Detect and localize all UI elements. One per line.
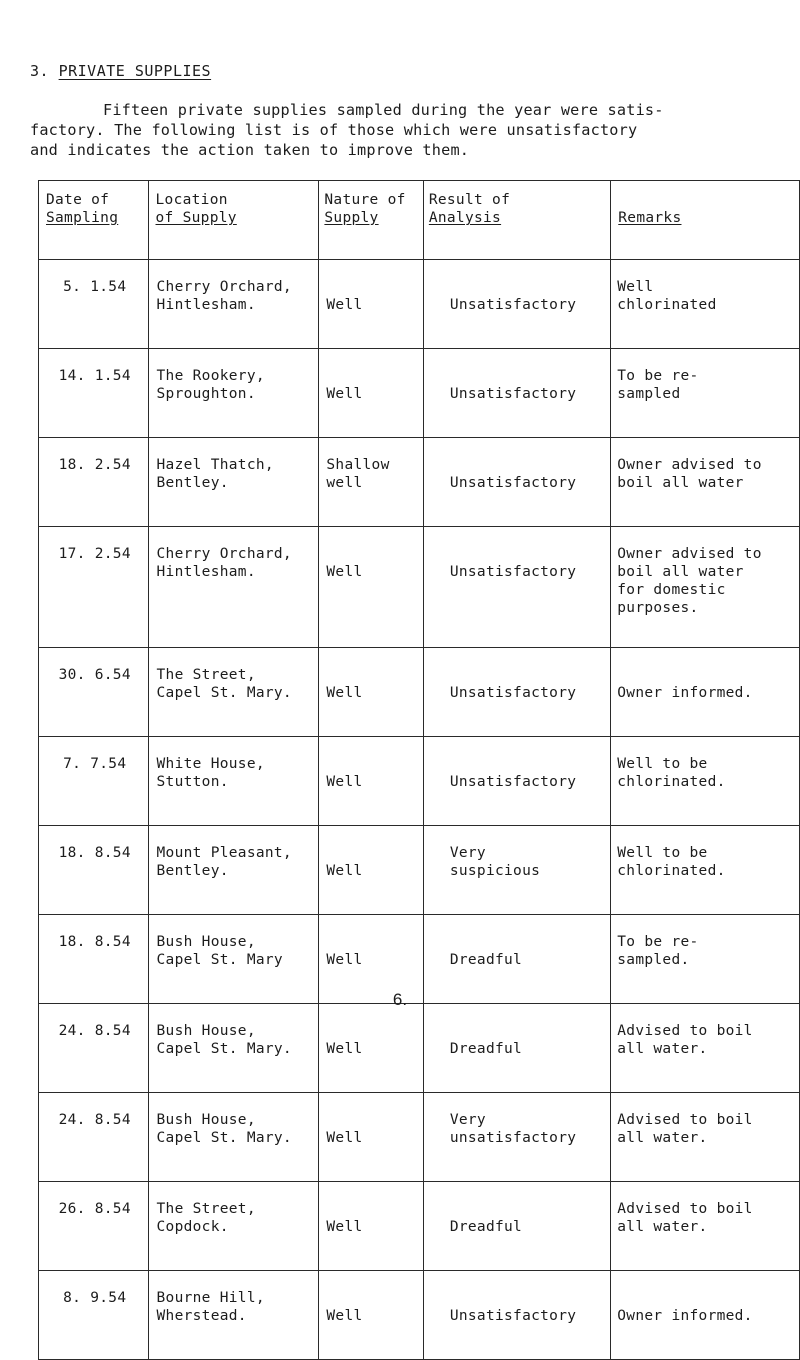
date-cell: 8. 9.54 xyxy=(39,1271,149,1360)
date-cell: 30. 6.54 xyxy=(39,648,149,737)
intro-line-1: Fifteen private supplies sampled during the year were satis- xyxy=(103,101,664,119)
table-row xyxy=(39,648,800,737)
intro-line-2: factory. The following list is of those which were unsatisfactory xyxy=(30,121,638,139)
unsatisfactory-supplies-table xyxy=(38,180,800,1360)
result-cell: Unsatisfactory xyxy=(423,527,610,648)
nature-cell: Well xyxy=(319,1271,423,1360)
location-cell: Cherry Orchard, Hintlesham. xyxy=(148,260,319,349)
location-cell: White House, Stutton. xyxy=(148,737,319,826)
header-location: Location of Supply xyxy=(148,181,319,260)
result-cell: Dreadful xyxy=(423,1004,610,1093)
result-cell: Unsatisfactory xyxy=(423,349,610,438)
result-cell: Unsatisfactory xyxy=(423,438,610,527)
nature-cell: Well xyxy=(319,648,423,737)
date-cell: 5. 1.54 xyxy=(39,260,149,349)
section-heading xyxy=(30,62,211,80)
result-cell: Unsatisfactory xyxy=(423,648,610,737)
location-cell: The Street, Copdock. xyxy=(148,1182,319,1271)
nature-cell: Well xyxy=(319,260,423,349)
remarks-cell: Well chlorinated xyxy=(611,260,800,349)
remarks-cell: Owner advised to boil all water for domestic purposes. xyxy=(611,527,800,648)
location-cell: The Rookery, Sproughton. xyxy=(148,349,319,438)
result-cell: Very unsatisfactory xyxy=(423,1093,610,1182)
remarks-cell: Owner advised to boil all water xyxy=(611,438,800,527)
location-cell: Mount Pleasant, Bentley. xyxy=(148,826,319,915)
nature-cell: Well xyxy=(319,1093,423,1182)
header-nature: Nature of Supply xyxy=(319,181,423,260)
nature-cell: Well xyxy=(319,1004,423,1093)
location-cell: Bush House, Capel St. Mary xyxy=(148,915,319,1004)
date-cell: 26. 8.54 xyxy=(39,1182,149,1271)
result-cell: Dreadful xyxy=(423,915,610,1004)
section-number: 3. xyxy=(30,62,50,80)
date-cell: 14. 1.54 xyxy=(39,349,149,438)
intro-line-3: and indicates the action taken to improve them. xyxy=(30,141,470,159)
nature-cell: Well xyxy=(319,527,423,648)
remarks-cell: Owner informed. xyxy=(611,648,800,737)
table-body xyxy=(39,260,800,1360)
page-number: 6. xyxy=(392,990,408,1009)
date-cell: 17. 2.54 xyxy=(39,527,149,648)
result-cell: Unsatisfactory xyxy=(423,1271,610,1360)
location-cell: Bourne Hill, Wherstead. xyxy=(148,1271,319,1360)
nature-cell: Well xyxy=(319,737,423,826)
location-cell: Bush House, Capel St. Mary. xyxy=(148,1004,319,1093)
remarks-cell: Owner informed. xyxy=(611,1271,800,1360)
table-row xyxy=(39,1004,800,1093)
result-cell: Unsatisfactory xyxy=(423,260,610,349)
table-header-row xyxy=(39,181,800,260)
date-cell: 18. 2.54 xyxy=(39,438,149,527)
remarks-cell: Well to be chlorinated. xyxy=(611,826,800,915)
nature-cell: Well xyxy=(319,915,423,1004)
table-row xyxy=(39,826,800,915)
nature-cell: Well xyxy=(319,1182,423,1271)
table-row xyxy=(39,1182,800,1271)
remarks-cell: Advised to boil all water. xyxy=(611,1093,800,1182)
table-row xyxy=(39,737,800,826)
result-cell: Unsatisfactory xyxy=(423,737,610,826)
remarks-cell: Advised to boil all water. xyxy=(611,1182,800,1271)
remarks-cell: To be re- sampled. xyxy=(611,915,800,1004)
header-date: Date of Sampling xyxy=(39,181,149,260)
nature-cell: Well xyxy=(319,826,423,915)
location-cell: The Street, Capel St. Mary. xyxy=(148,648,319,737)
nature-cell: Shallow well xyxy=(319,438,423,527)
header-result: Result of Analysis xyxy=(423,181,610,260)
date-cell: 7. 7.54 xyxy=(39,737,149,826)
location-cell: Cherry Orchard, Hintlesham. xyxy=(148,527,319,648)
remarks-cell: To be re- sampled xyxy=(611,349,800,438)
table-row xyxy=(39,260,800,349)
table-row xyxy=(39,1093,800,1182)
location-cell: Bush House, Capel St. Mary. xyxy=(148,1093,319,1182)
date-cell: 18. 8.54 xyxy=(39,915,149,1004)
section-title: PRIVATE SUPPLIES xyxy=(58,62,212,80)
nature-cell: Well xyxy=(319,349,423,438)
remarks-cell: Advised to boil all water. xyxy=(611,1004,800,1093)
intro-paragraph xyxy=(30,100,775,160)
table-row xyxy=(39,438,800,527)
table-row xyxy=(39,1271,800,1360)
result-cell: Very suspicious xyxy=(423,826,610,915)
location-cell: Hazel Thatch, Bentley. xyxy=(148,438,319,527)
result-cell: Dreadful xyxy=(423,1182,610,1271)
header-remarks: Remarks xyxy=(611,181,800,260)
date-cell: 24. 8.54 xyxy=(39,1004,149,1093)
date-cell: 24. 8.54 xyxy=(39,1093,149,1182)
remarks-cell: Well to be chlorinated. xyxy=(611,737,800,826)
table-row xyxy=(39,527,800,648)
date-cell: 18. 8.54 xyxy=(39,826,149,915)
table-row xyxy=(39,349,800,438)
